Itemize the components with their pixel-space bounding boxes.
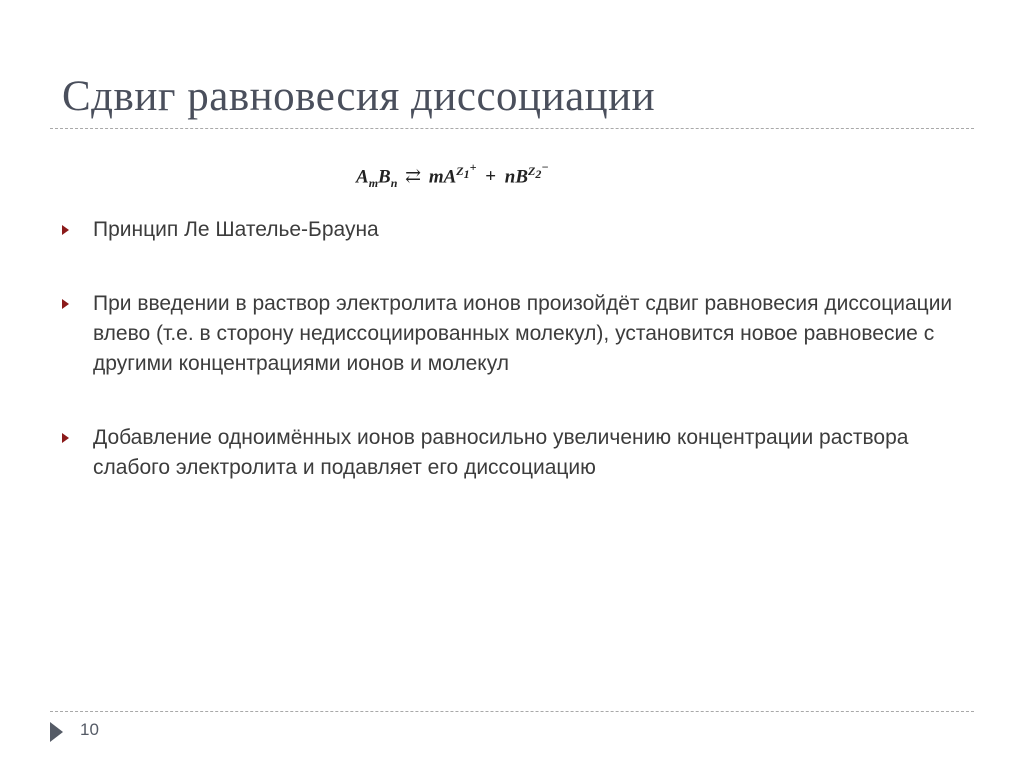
page-number: 10 [80,720,99,739]
title-divider [50,128,974,129]
formula-left-b-sub: n [390,176,398,191]
formula-right-a-sup-idx: 1 [463,166,470,181]
bullet-item [60,423,965,483]
bullet-item [60,215,965,245]
slide-title: Сдвиг равновесия диссоциации [62,73,656,120]
formula-left-b: B [378,166,391,188]
formula-right-b-sup-sign: − [541,160,549,174]
bullet-triangle-icon [62,433,69,443]
formula-right-a-sup: Z [456,164,464,178]
footer-divider [50,711,974,712]
formula-right-b-sup: Z [528,164,536,178]
play-arrow-icon[interactable] [50,722,63,742]
bullet-text: При введении в раствор электролита ионов произойдёт сдвиг равновесия диссоциации влево (т.е. в сторону недиссоциированных молекул), установится новое равновесие с другими концентрациями ионов и молекул [93,292,953,375]
formula-left-a: A [356,166,369,188]
equilibrium-arrow: ⇄ [405,166,422,188]
formula-left-a-sub: m [368,176,379,191]
formula-right-b-sup-idx: 2 [535,166,542,181]
bullet-item [60,289,965,379]
bullet-text: Принцип Ле Шателье-Брауна [93,218,379,241]
bullet-triangle-icon [62,225,69,235]
formula-right-a: mA [428,166,457,188]
dissociation-equation [356,160,549,191]
bullet-triangle-icon [62,299,69,309]
bullet-list [60,215,965,527]
formula-right-b: nB [504,166,529,188]
formula-plus: + [485,166,497,188]
formula-right-a-sup-sign: + [469,160,477,174]
bullet-text: Добавление одноимённых ионов равносильно увеличению концентрации раствора слабого электролита и подавляет его диссоциацию [93,426,909,479]
